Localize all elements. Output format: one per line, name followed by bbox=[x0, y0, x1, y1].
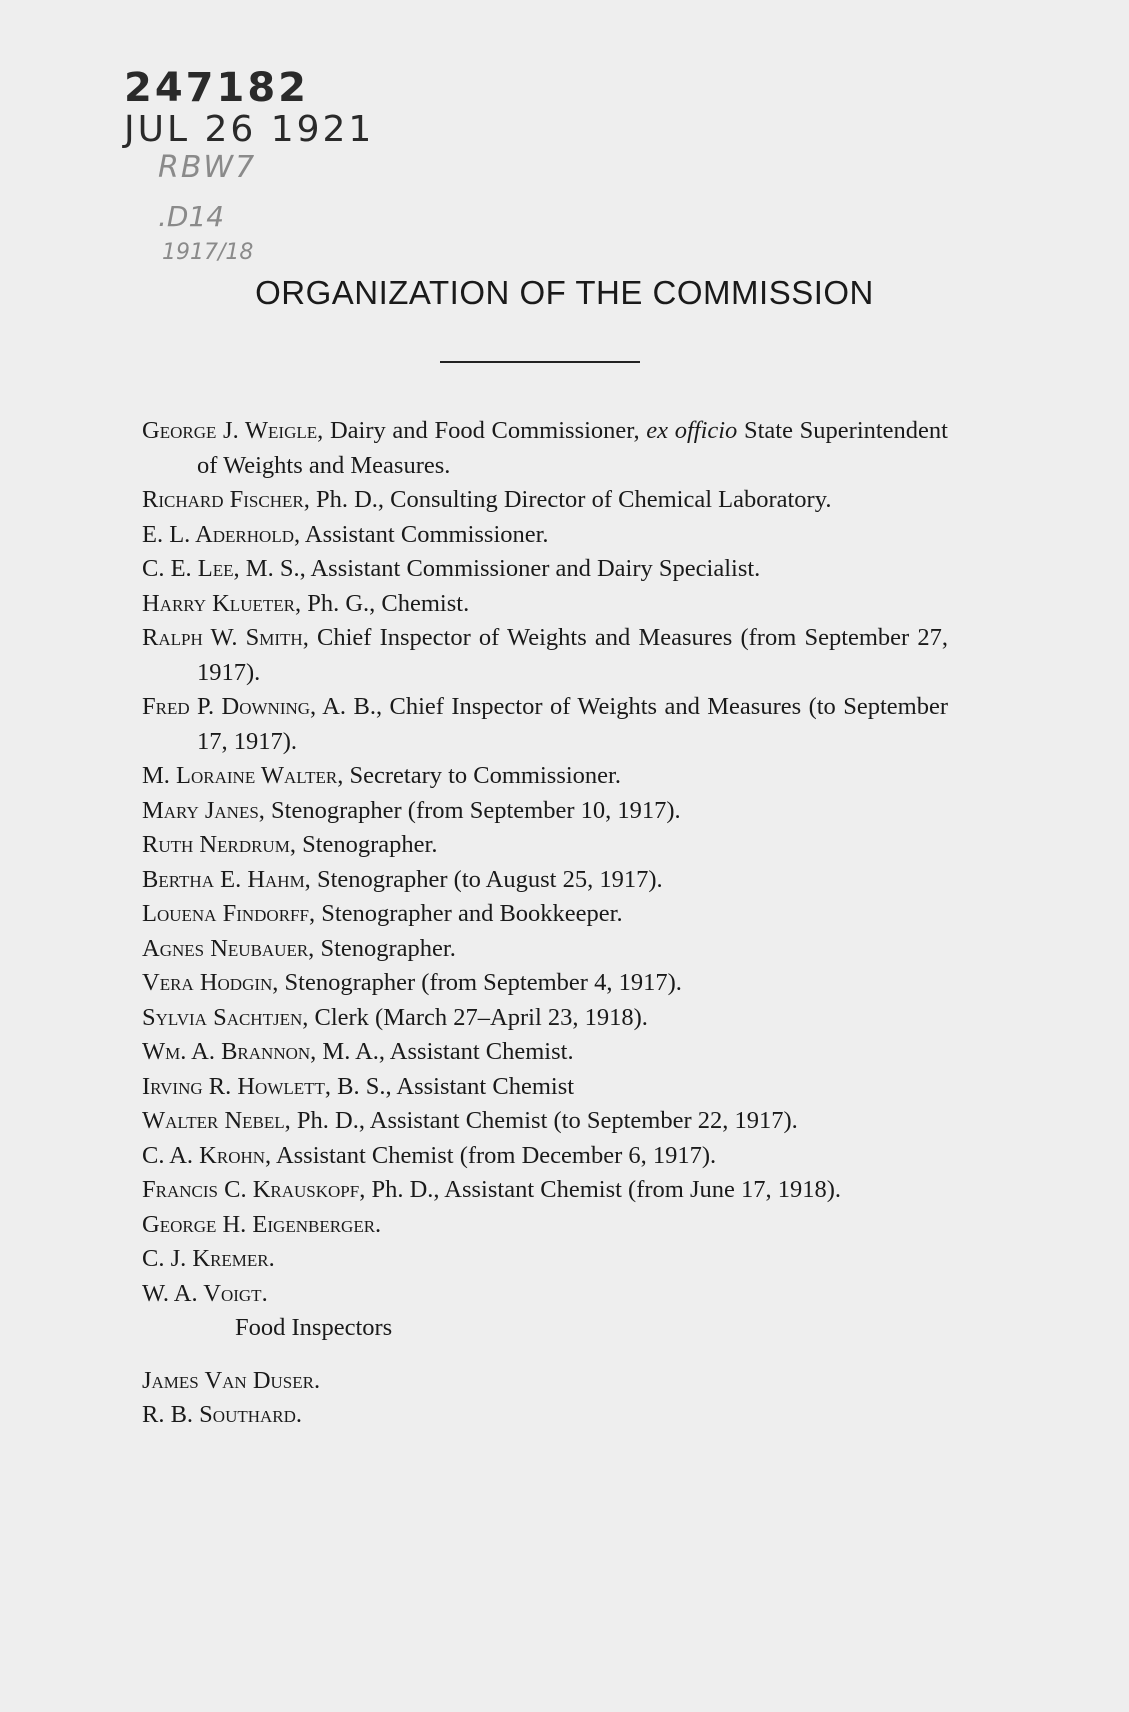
staff-entry bbox=[142, 621, 948, 690]
receipt-stamp bbox=[124, 65, 375, 150]
staff-list bbox=[142, 414, 948, 1433]
staff-entry bbox=[142, 966, 948, 1001]
trailing-name: R. B. Southard. bbox=[142, 1401, 303, 1428]
staff-role: Ph. G., Chemist. bbox=[301, 589, 470, 617]
staff-name: Louena Findorff, bbox=[142, 900, 316, 927]
staff-role: Stenographer (from September 10, 1917). bbox=[264, 796, 681, 824]
staff-role: M. S., Assistant Commissioner and Dairy Specialist. bbox=[239, 555, 761, 582]
staff-entry bbox=[142, 932, 948, 967]
stamp-date: JUL 26 1921 bbox=[124, 109, 375, 150]
staff-role: Stenographer (to August 25, 1917). bbox=[310, 865, 663, 893]
stamp-number: 247182 bbox=[124, 65, 309, 111]
staff-name: C. E. Lee, bbox=[142, 555, 240, 582]
staff-role: A. B., Chief Inspector of Weights and Measures (to September 17, 1917). bbox=[197, 693, 948, 755]
trailing-entry bbox=[142, 1364, 948, 1399]
staff-entry bbox=[142, 587, 948, 622]
staff-role: Stenographer. bbox=[314, 934, 456, 962]
staff-role: Stenographer (from September 4, 1917). bbox=[278, 969, 682, 996]
staff-role: Secretary to Commissioner. bbox=[343, 762, 621, 789]
title-divider bbox=[440, 361, 640, 363]
staff-entry bbox=[142, 414, 948, 483]
inspectors-label: Food Inspectors bbox=[235, 1314, 393, 1341]
page-title: ORGANIZATION OF THE COMMISSION bbox=[255, 274, 874, 311]
inspector-entry bbox=[142, 1208, 948, 1243]
inspector-name: W. A. Voigt. bbox=[142, 1279, 268, 1307]
staff-entry bbox=[142, 552, 948, 587]
staff-role: Ph. D., Consulting Director of Chemical Laboratory. bbox=[309, 486, 832, 513]
staff-role: Stenographer. bbox=[295, 831, 438, 858]
staff-entry bbox=[142, 1035, 948, 1070]
staff-entry bbox=[142, 828, 948, 863]
staff-name: E. L. Aderhold, bbox=[142, 520, 301, 548]
staff-role: Stenographer and Bookkeeper. bbox=[315, 900, 623, 927]
staff-name: Irving R. Howlett, bbox=[142, 1072, 332, 1100]
staff-role: Dairy and Food Commissioner, ex officio State Superintendent of Weights and Measures. bbox=[197, 417, 948, 479]
staff-entry bbox=[142, 1139, 948, 1174]
staff-name: Bertha E. Hahm, bbox=[142, 865, 311, 893]
trailing-entry bbox=[142, 1398, 948, 1433]
staff-entry bbox=[142, 518, 948, 553]
inspector-entry bbox=[142, 1277, 948, 1312]
staff-entry bbox=[142, 1070, 948, 1105]
staff-name: Fred P. Downing, bbox=[142, 693, 317, 720]
staff-role-italic: ex officio bbox=[646, 417, 738, 444]
staff-entry bbox=[142, 863, 948, 898]
staff-entry bbox=[142, 1173, 948, 1208]
staff-role: Assistant Commissioner. bbox=[300, 520, 549, 548]
staff-name: George J. Weigle, bbox=[142, 417, 324, 444]
pencil-note-3: 1917/18 bbox=[162, 240, 254, 265]
staff-name: C. A. Krohn, bbox=[142, 1141, 272, 1169]
staff-entry bbox=[142, 1001, 948, 1036]
staff-name: Mary Janes, bbox=[142, 796, 265, 824]
staff-name: Agnes Neubauer, bbox=[142, 934, 315, 962]
trailing-name: James Van Duser. bbox=[142, 1366, 321, 1394]
staff-name: Harry Klueter, bbox=[142, 589, 302, 617]
staff-name: Sylvia Sachtjen, bbox=[142, 1003, 309, 1031]
inspector-entry bbox=[142, 1242, 948, 1277]
inspector-name: C. J. Kremer. bbox=[142, 1245, 275, 1272]
staff-name: Francis C. Krauskopf, bbox=[142, 1176, 366, 1203]
inspector-name: George H. Eigenberger. bbox=[142, 1210, 382, 1238]
staff-role: Ph. D., Assistant Chemist (from June 17, 1918). bbox=[365, 1176, 842, 1203]
staff-name: M. Loraine Walter, bbox=[142, 762, 344, 789]
pencil-note-1: RBW7 bbox=[158, 150, 257, 185]
staff-name: Wm. A. Brannon, bbox=[142, 1038, 317, 1065]
staff-entry bbox=[142, 759, 948, 794]
staff-entry bbox=[142, 690, 948, 759]
staff-name: Ralph W. Smith, bbox=[142, 624, 309, 651]
pencil-note-2: .D14 bbox=[158, 200, 225, 233]
staff-role: Ph. D., Assistant Chemist (to September 22, 1917). bbox=[290, 1107, 798, 1134]
staff-role: Chief Inspector of Weights and Measures (from September 27, 1917). bbox=[197, 624, 949, 686]
staff-entry bbox=[142, 897, 948, 932]
staff-name: Vera Hodgin, bbox=[142, 969, 279, 996]
staff-role: B. S., Assistant Chemist bbox=[331, 1072, 575, 1100]
staff-entry bbox=[142, 483, 948, 518]
staff-name: Ruth Nerdrum, bbox=[142, 831, 296, 858]
staff-role: M. A., Assistant Chemist. bbox=[316, 1038, 574, 1065]
staff-entry bbox=[142, 794, 948, 829]
staff-name: Richard Fischer, bbox=[142, 486, 310, 513]
staff-entry bbox=[142, 1104, 948, 1139]
staff-role: Clerk (March 27–April 23, 1918). bbox=[308, 1003, 648, 1031]
staff-name: Walter Nebel, bbox=[142, 1107, 291, 1134]
staff-role: Assistant Chemist (from December 6, 1917). bbox=[271, 1141, 717, 1169]
